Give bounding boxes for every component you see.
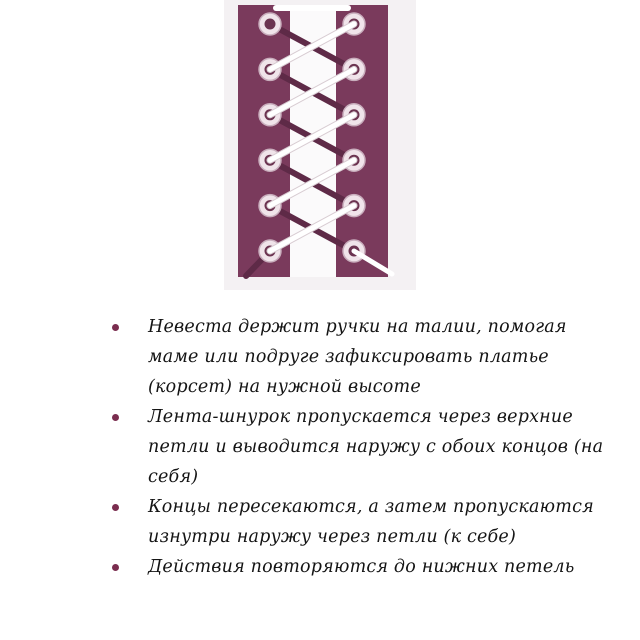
left-corset-panel <box>238 5 290 277</box>
instruction-list <box>108 312 608 582</box>
right-corset-panel <box>336 5 388 277</box>
instruction-text: Лента-шнурок пропускается через верхние петли и выводится наружу с обоих концов (на себя) <box>148 407 604 487</box>
instruction-text: Концы пересекаются, а затем пропускаются изнутри наружу через петли (к себе) <box>148 497 594 547</box>
eyelet-hole-icon <box>265 19 276 30</box>
instruction-step <box>108 402 608 492</box>
bullet-dot-icon <box>112 414 119 421</box>
bullet-dot-icon <box>112 564 119 571</box>
instruction-step <box>108 312 608 402</box>
instruction-step <box>108 552 608 582</box>
instruction-text: Невеста держит ручки на талии, помогая маме или подруге зафиксировать платье (корсет) на нужной высоте <box>148 317 567 397</box>
instruction-step <box>108 492 608 552</box>
instruction-text: Действия повторяются до нижних петель <box>148 557 575 577</box>
bullet-dot-icon <box>112 324 119 331</box>
corset-lacing-diagram <box>0 0 640 300</box>
bullet-dot-icon <box>112 504 119 511</box>
